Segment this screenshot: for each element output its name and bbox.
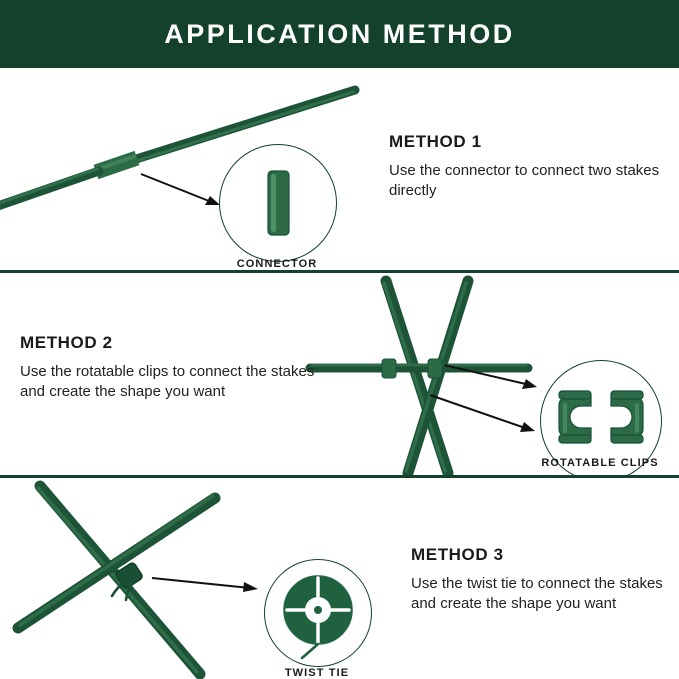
twist-tie-spool-icon	[265, 560, 371, 666]
method-1-body: Use the connector to connect two stakes directly	[389, 162, 660, 200]
clip-on-stake-left	[382, 359, 396, 378]
page-title: APPLICATION METHOD	[164, 18, 515, 49]
header-banner	[0, 0, 679, 68]
twist-tie-callout	[264, 559, 372, 667]
method-1-text	[389, 132, 671, 202]
pointer-arrow-clip-upper	[444, 365, 537, 389]
method-2-title: METHOD 2	[20, 333, 113, 352]
connector-sleeve-icon	[220, 145, 336, 261]
stake-lower	[0, 169, 99, 208]
connector-caption: CONNECTOR	[236, 258, 318, 270]
stake-horizontal	[310, 365, 528, 368]
stake-cross-right	[406, 281, 468, 473]
twist-tie-wrap	[112, 561, 144, 600]
connector-sleeve-on-stake	[96, 156, 137, 172]
pointer-arrow-twist-tie	[152, 578, 258, 592]
method-3-title: METHOD 3	[411, 545, 504, 564]
method-2-section	[0, 273, 679, 475]
connector-callout	[219, 144, 337, 262]
pointer-arrow-connector	[141, 174, 220, 205]
pointer-arrow-clip-lower	[430, 395, 535, 432]
method-2-text	[20, 333, 320, 403]
stake-cross-left	[384, 281, 448, 473]
method-3-section	[0, 478, 679, 679]
stake-x-left	[38, 486, 200, 674]
method-3-body: Use the twist tie to connect the stakes and create the shape you want	[411, 575, 663, 613]
method-1-section	[0, 68, 679, 270]
clip-on-stake-right	[428, 359, 442, 378]
twist-tie-caption: TWIST TIE	[284, 667, 350, 679]
method-3-text	[411, 545, 673, 615]
rotatable-clips-caption: ROTATABLE CLIPS	[541, 457, 659, 469]
method-2-body: Use the rotatable clips to connect the stakes and create the shape you want	[20, 363, 315, 401]
stake-x-right	[18, 496, 215, 628]
method-1-title: METHOD 1	[389, 132, 482, 151]
